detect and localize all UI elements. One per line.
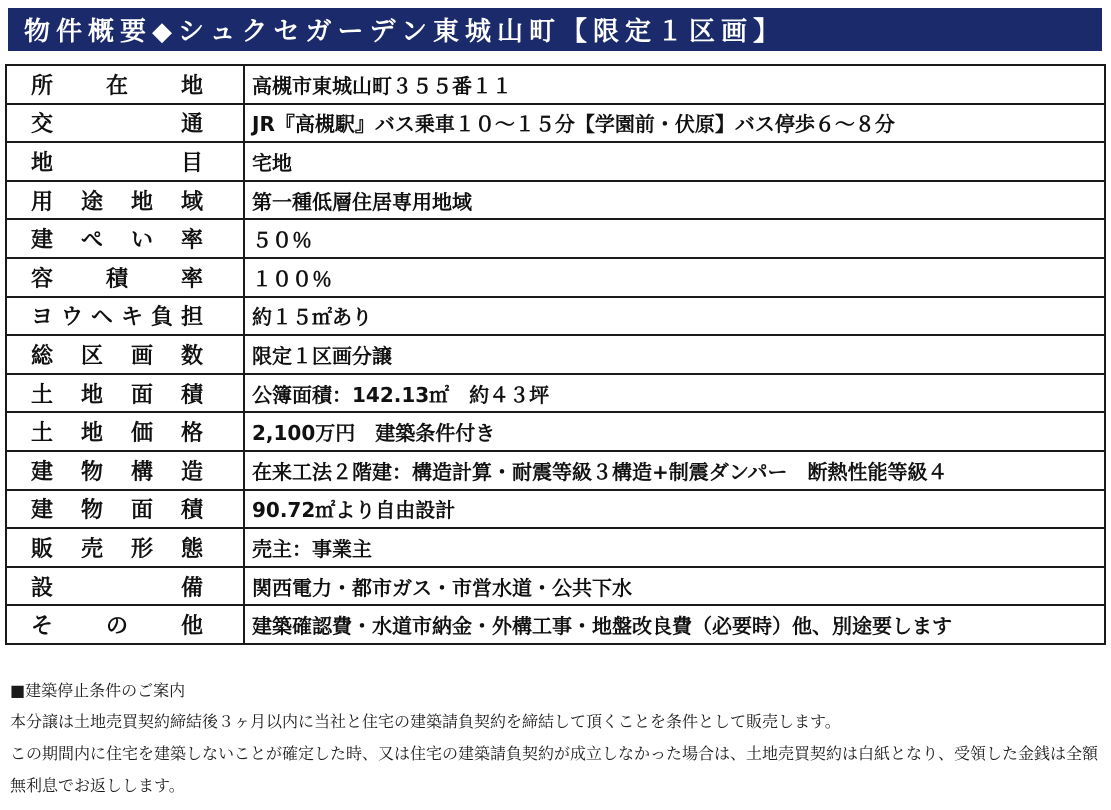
row-value: 建築確認費・水道市納金・外構工事・地盤改良費（必要時）他、別途要します <box>244 605 1105 644</box>
row-label: その他 <box>31 614 203 640</box>
row-label: 土地価格 <box>31 421 203 447</box>
row-value: 在来工法２階建：構造計算・耐震等級３構造+制震ダンパー 断熱性能等級４ <box>244 451 1105 490</box>
row-label-cell <box>6 412 244 451</box>
table-row <box>6 258 1105 297</box>
row-label: 地目 <box>31 150 203 176</box>
table-row <box>6 335 1105 374</box>
row-label: 設備 <box>31 575 203 601</box>
row-label-cell <box>6 490 244 529</box>
table-row <box>6 142 1105 181</box>
row-label-cell <box>6 374 244 413</box>
row-label: 建物面積 <box>31 498 203 524</box>
row-value: １００％ <box>244 258 1105 297</box>
row-label-cell <box>6 104 244 143</box>
row-value: 第一種低層住居専用地域 <box>244 181 1105 220</box>
row-label-cell <box>6 605 244 644</box>
row-label: 総区画数 <box>31 343 203 369</box>
row-value: 公簿面積：142.13㎡ 約４３坪 <box>244 374 1105 413</box>
property-spec-table <box>5 64 1106 645</box>
row-label-cell <box>6 142 244 181</box>
row-label-cell <box>6 181 244 220</box>
row-label: 交通 <box>31 112 203 138</box>
notes-paragraph: この期間内に住宅を建築しないことが確定した時、又は住宅の建築請負契約が成立しなかった場合は、土地売買契約は白紙となり、受領した金銭は全額無利息でお返しします。 <box>10 744 1099 795</box>
table-row <box>6 605 1105 644</box>
table-row <box>6 65 1105 104</box>
table-row <box>6 490 1105 529</box>
notes-heading: ■建築停止条件のご案内 <box>10 681 186 700</box>
row-value: 限定１区画分譲 <box>244 335 1105 374</box>
table-row <box>6 104 1105 143</box>
row-label-cell <box>6 567 244 606</box>
row-label: 販売形態 <box>31 536 203 562</box>
row-label: 建ぺい率 <box>31 228 203 254</box>
row-value: 約１５㎡あり <box>244 297 1105 336</box>
row-value: 高槻市東城山町３５５番１１ <box>244 65 1105 104</box>
row-label: 土地面積 <box>31 382 203 408</box>
row-label-cell <box>6 451 244 490</box>
row-value: ５０％ <box>244 219 1105 258</box>
building-condition-notes <box>10 678 1100 802</box>
row-value: 2,100万円 建築条件付き <box>244 412 1105 451</box>
row-value: 宅地 <box>244 142 1105 181</box>
table-row <box>6 219 1105 258</box>
row-label-cell <box>6 335 244 374</box>
row-label: 用途地域 <box>31 189 203 215</box>
row-label-cell <box>6 528 244 567</box>
row-label: 建物構造 <box>31 459 203 485</box>
row-label: 容積率 <box>31 266 203 292</box>
table-row <box>6 567 1105 606</box>
notes-paragraph: 本分譲は土地売買契約締結後３ヶ月以内に当社と住宅の建築請負契約を締結して頂くことを条件として販売します。 <box>10 712 841 731</box>
row-label-cell <box>6 297 244 336</box>
table-row <box>6 412 1105 451</box>
table-row <box>6 451 1105 490</box>
row-label: ヨウヘキ負担 <box>31 305 203 331</box>
table-row <box>6 297 1105 336</box>
row-label-cell <box>6 258 244 297</box>
row-label: 所在地 <box>31 73 203 99</box>
table-row <box>6 374 1105 413</box>
row-value: 関西電力・都市ガス・市営水道・公共下水 <box>244 567 1105 606</box>
row-label-cell <box>6 219 244 258</box>
row-value: 90.72㎡より自由設計 <box>244 490 1105 529</box>
page-title: 物件概要◆シュクセガーデン東城山町【限定１区画】 <box>8 8 1102 51</box>
table-row <box>6 181 1105 220</box>
row-value: 売主：事業主 <box>244 528 1105 567</box>
row-value: JR『高槻駅』バス乗車１０～１５分【学園前・伏原】バス停歩６～８分 <box>244 104 1105 143</box>
table-row <box>6 528 1105 567</box>
row-label-cell <box>6 65 244 104</box>
